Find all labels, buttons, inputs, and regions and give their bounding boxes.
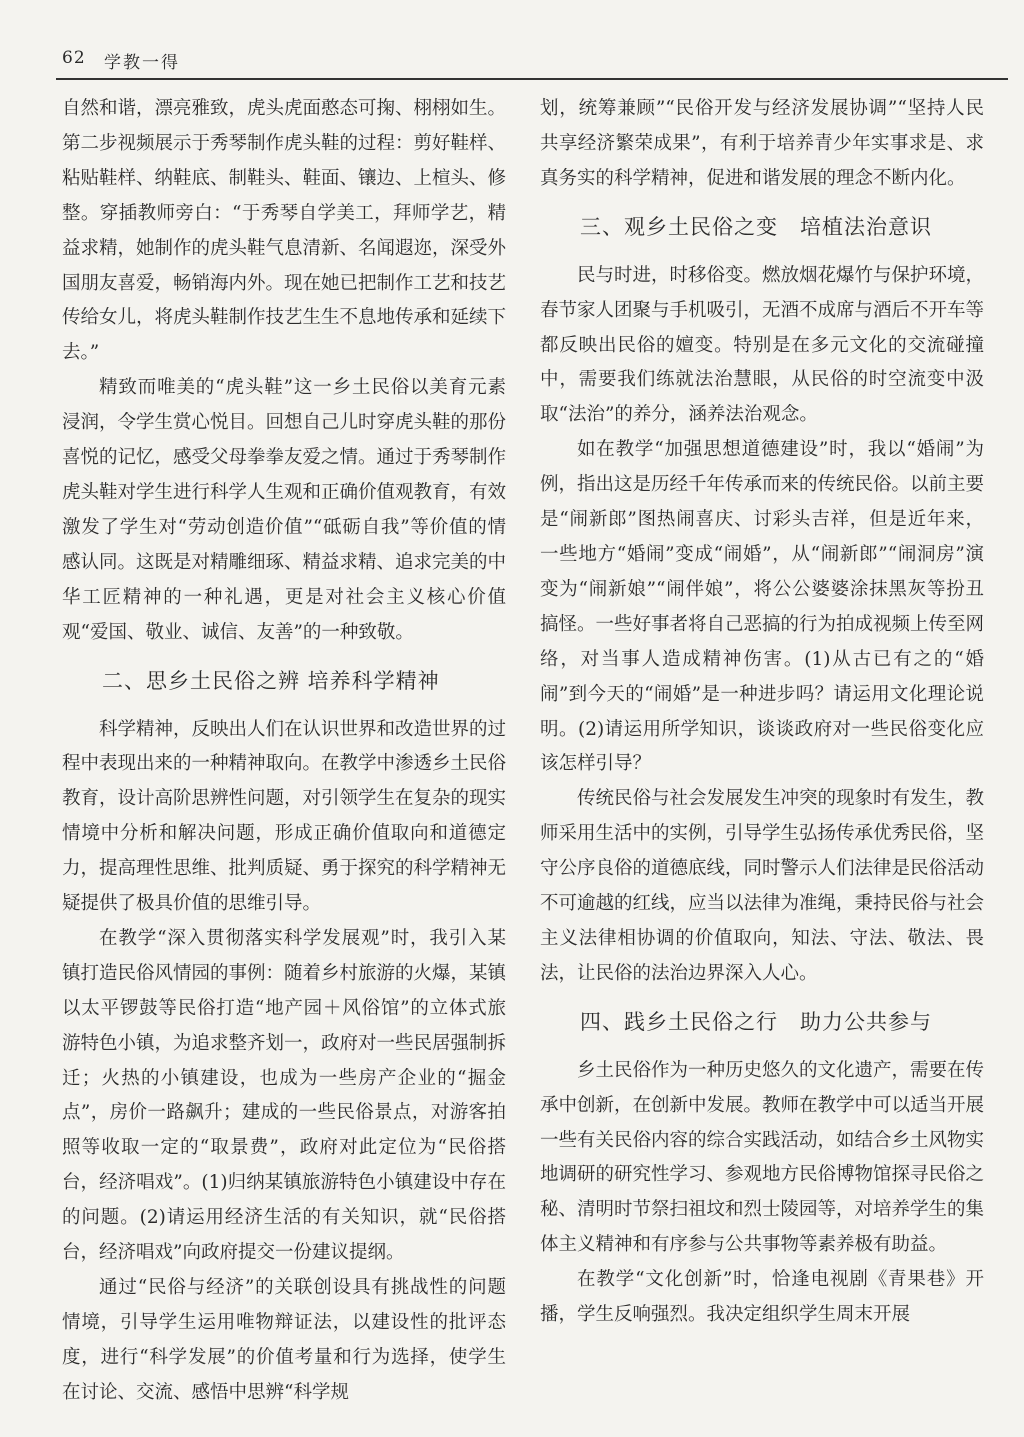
- paragraph: 精致而唯美的“虎头鞋”这一乡土民俗以美育元素浸润，令学生赏心悦目。回想自己儿时穿虎头鞋的那份喜悦的记忆，感受父母拳拳友爱之情。通过于秀琴制作虎头鞋对学生进行科学人生观和正确价值观教育，有效激发了学生对“劳动创造价值”“砥砺自我”等价值的情感认同。这既是对精雕细琢、精益求精、追求完美的中华工匠精神的一种礼遇，更是对社会主义核心价值观“爱国、敬业、诚信、友善”的一种致敬。: [62, 377, 507, 643]
- paragraph: 如在教学“加强思想道德建设”时，我以“婚闹”为例，指出这是历经千年传承而来的传统民俗。以前主要是“闹新郎”图热闹喜庆、讨彩头吉祥，但是近年来，一些地方“婚闹”变成“闹婚”，从“闹新郎”“闹洞房”演变为“闹新娘”“闹伴娘”，将公公婆婆涂抹黑灰等扮丑搞怪。一些好事者将自己恶搞的行为拍成视频上传至网络，对当事人造成精神伤害。(1)从古已有之的“婚闹”到今天的“闹婚”是一种进步吗？请运用文化理论说明。(2)请运用所学知识，谈谈政府对一些民俗变化应该怎样引导？: [540, 439, 985, 775]
- paragraph: 科学精神，反映出人们在认识世界和改造世界的过程中表现出来的一种精神取向。在教学中渗透乡土民俗教育，设计高阶思辨性问题，对引领学生在复杂的现实情境中分析和解决问题，形成正确价值取向和道德定力，提高理性思维、批判质疑、勇于探究的科学精神无疑提供了极具价值的思维引导。: [62, 718, 507, 915]
- paragraph: 划，统筹兼顾”“民俗开发与经济发展协调”“坚持人民共享经济繁荣成果”，有利于培养青少年实事求是、求真务实的科学精神，促进和谐发展的理念不断内化。: [540, 98, 984, 189]
- paragraph: 在教学“深入贯彻落实科学发展观”时，我引入某镇打造民俗风情园的事例：随着乡村旅游的火爆，某镇以太平锣鼓等民俗打造“地产园＋风俗馆”的立体式旅游特色小镇，为追求整齐划一，政府对一些民居强制拆迁；火热的小镇建设，也成为一些房产企业的“掘金点”，房价一路飙升；建成的一些民俗景点，对游客拍照等收取一定的“取景费”，政府对此定位为“民俗搭台，经济唱戏”。(1)归纳某镇旅游特色小镇建设中存在的问题。(2)请运用经济生活的有关知识，就“民俗搭台，经济唱戏”向政府提交一份建议提纲。: [62, 927, 507, 1264]
- page-header: [62, 48, 1012, 78]
- paragraph: 传统民俗与社会发展发生冲突的现象时有发生，教师采用生活中的实例，引导学生弘扬传承优秀民俗，坚守公序良俗的道德底线，同时警示人们法律是民俗活动不可逾越的红线，应当以法律为准绳，秉持民俗与社会主义法律相协调的价值取向，知法、守法、敬法、畏法，让民俗的法治边界深入人心。: [540, 788, 985, 984]
- right-column: [540, 92, 984, 1333]
- paragraph: 通过“民俗与经济”的关联创设具有挑战性的问题情境，引导学生运用唯物辩证法，以建设性的批评态度，进行“科学发展”的价值考量和行为选择，使学生在讨论、交流、感悟中思辨“科学规: [62, 1277, 506, 1403]
- header-rule: [56, 78, 1008, 80]
- paragraph: 民与时进，时移俗变。燃放烟花爆竹与保护环境，春节家人团聚与手机吸引，无酒不成席与酒后不开车等都反映出民俗的嬗变。特别是在多元文化的交流碰撞中，需要我们练就法治慧眼，从民俗的时空流变中汲取“法治”的养分，涵养法治观念。: [540, 264, 985, 426]
- section-heading: 二、思乡土民俗之辨 培养科学精神: [102, 668, 440, 693]
- left-column: [62, 92, 506, 1411]
- section-heading: 四、践乡土民俗之行 助力公共参与: [580, 1009, 932, 1034]
- section-heading: 三、观乡土民俗之变 培植法治意识: [580, 214, 932, 239]
- running-title: 学教一得: [104, 53, 180, 73]
- paragraph: 自然和谐，漂亮雅致，虎头虎面憨态可掬、栩栩如生。第二步视频展示于秀琴制作虎头鞋的过程：剪好鞋样、粘贴鞋样、纳鞋底、制鞋头、鞋面、镶边、上楦头、修整。穿插教师旁白：“于秀琴自学美工，拜师学艺，精益求精，她制作的虎头鞋气息清新、名闻遐迩，深受外国朋友喜爱，畅销海内外。现在她已把制作工艺和技艺传给女儿，将虎头鞋制作技艺生生不息地传承和延续下去。”: [62, 98, 507, 364]
- paragraph: 乡土民俗作为一种历史悠久的文化遗产，需要在传承中创新，在创新中发展。教师在教学中可以适当开展一些有关民俗内容的综合实践活动，如结合乡土风物实地调研的研究性学习、参观地方民俗博物馆探寻民俗之秘、清明时节祭扫祖坟和烈士陵园等，对培养学生的集体主义精神和有序参与公共事物等素养极有助益。: [540, 1059, 985, 1256]
- paragraph: 在教学“文化创新”时，恰逢电视剧《青果巷》开播，学生反响强烈。我决定组织学生周末开展: [540, 1269, 984, 1326]
- page-number: 62: [62, 48, 86, 68]
